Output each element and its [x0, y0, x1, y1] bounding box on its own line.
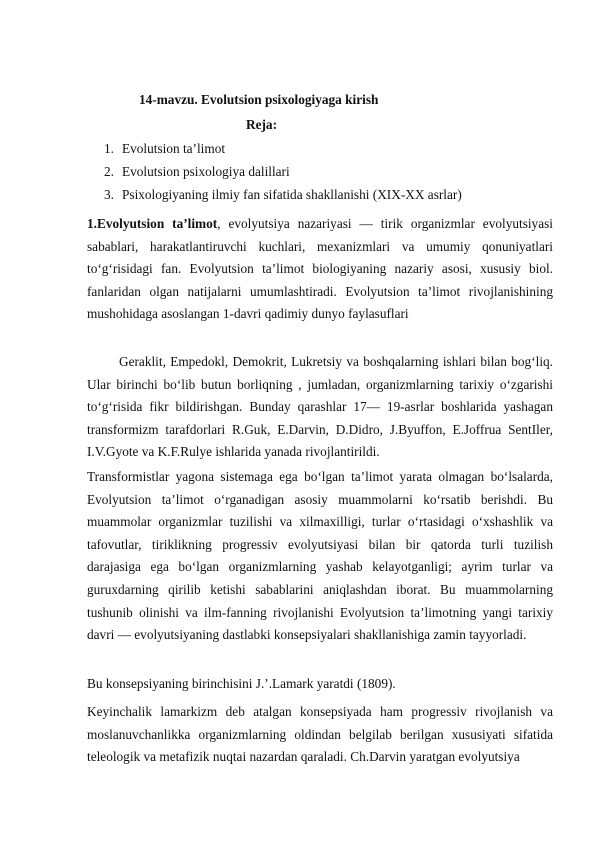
page-title: 14-mavzu. Evolutsion psixologiyaga kirish [139, 92, 379, 107]
plan-item-text: Evolutsion psixologiya dalillari [122, 164, 290, 179]
plan-item [104, 163, 462, 186]
paragraph-text: , evolyutsiya nazariyasi — tirik organizmlar evolyutsiyasi sabablari, harakatlantiruvchi kuchlari, mexanizmlari va umumiy qonuniyatlari to‘g‘risidagi fan. Evolyutsion ta’limot biologiyaning nazariy asosi, xususiy biol. fanlaridan olgan natijalarni umumlashtiradi. Evolyutsion ta’limot rivojlanishining mushohidaga asoslangan 1-davri qadimiy dunyo faylasuflari [87, 216, 553, 322]
plan-heading: Reja: [246, 117, 278, 132]
plan-item-number: 3. [104, 187, 114, 202]
plan-item-number: 2. [104, 164, 114, 179]
plan-list [104, 140, 462, 209]
paragraph-lamarck: Bu konsepsiyaning birinchisini J.’.Lamark yaratdi (1809). [87, 676, 396, 691]
paragraph-evolutionary-theory [87, 213, 553, 326]
plan-item-text: Psixologiyaning ilmiy fan sifatida shakllanishi (XIX-XX asrlar) [122, 187, 462, 202]
plan-item-text: Evolutsion ta’limot [122, 141, 226, 156]
paragraph-lead-term: 1.Evolyutsion ta’limot [87, 216, 218, 231]
paragraph-lamarckism: Keyinchalik lamarkizm deb atalgan konsepsiyada ham progressiv rivojlanish va moslanuvchanlikka organizmlarning oldindan belgilab berilgan xususiyati sifatida teleologik va metafizik nuqtai nazardan qaraladi. Ch.Darvin yaratgan evolyutsiya [87, 704, 553, 765]
plan-item [104, 140, 462, 163]
plan-item [104, 186, 462, 209]
paragraph-transformists: Transformistlar yagona sistemaga ega bo‘lgan ta’limot yarata olmagan bo‘lsalarda, Evolyutsion ta’limot o‘rganadigan asosiy muammolarni ko‘rsatib berishdi. Bu muammolar organizmlar tuzilishi va xilmaxilligi, turlar o‘rtasidagi o‘xshashlik va tafovutlar, tiriklikning progressiv evolyutsiyasi bilan bir qatorda turli tuzilish darajasiga ega bo‘lgan organizmlarning yashab kelayotganligi; ayrim turlar va guruxdarning qirilib ketishi sabablarini aniqlashdan iborat. Bu muammolarning tushunib olinishi va ilm-fanning rivojlanishi Evolyutsion ta’limotning yangi tarixiy davri — evolyutsiyaning dastlabki konsepsiyalari shakllanishiga zamin tayyorladi. [87, 469, 553, 643]
plan-item-number: 1. [104, 141, 114, 156]
paragraph-philosophers: Geraklit, Empedokl, Demokrit, Lukretsiy va boshqalarning ishlari bilan bog‘liq. Ular birinchi bo‘lib butun borliqning , jumladan, organizmlarning tarixiy o‘zgarishi to‘g‘risida fikr bildirishgan. Bunday qarashlar 17— 19-asrlar boshlarida yashagan transformizm tarafdorlari R.Guk, E.Darvin, D.Didro, J.Byuffon, E.Joffrua SentIler, I.V.Gyote va K.F.Rulye ishlarida yanada rivojlantirildi. [87, 354, 553, 460]
